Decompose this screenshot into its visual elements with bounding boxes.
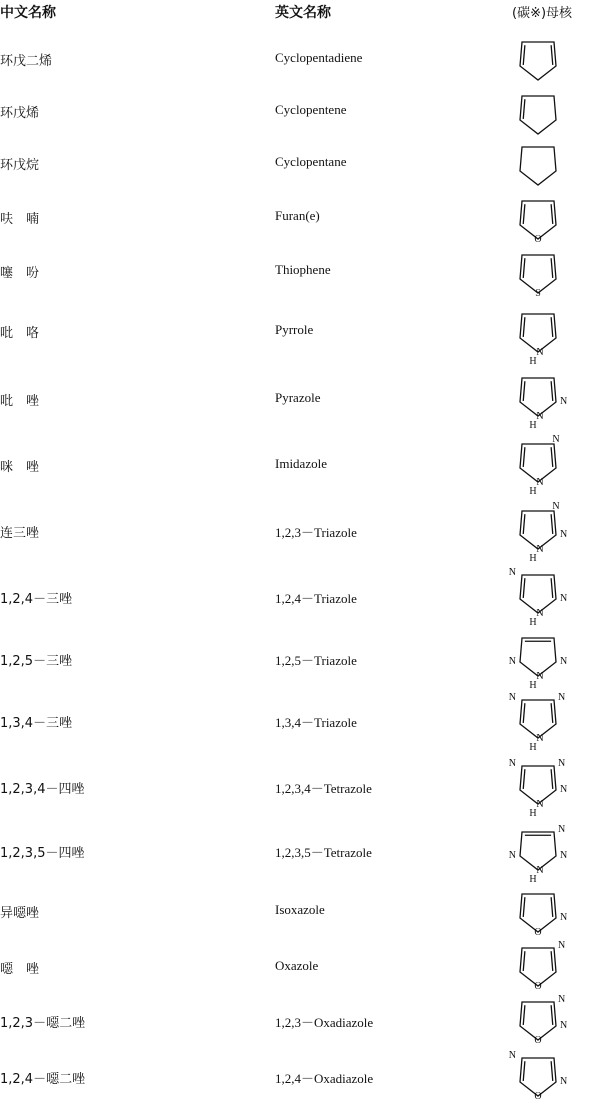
chinese-name: 咪 唑 [0, 460, 40, 475]
atom-label: N [560, 850, 568, 861]
triazole-134-structure [508, 692, 566, 753]
tetrazole-1235-structure [508, 824, 568, 885]
atom-label: N [536, 671, 544, 682]
parent-core-structure [508, 567, 568, 628]
tetrazole-1234-structure [508, 758, 568, 819]
atom-label: N [560, 593, 568, 604]
atom-label: N [560, 396, 568, 407]
parent-core-structure [510, 501, 568, 564]
atom-label: N [558, 758, 566, 769]
atom-label: H [529, 680, 537, 691]
english-name: 1,2,3－Oxadiazole [275, 1015, 374, 1030]
atom-label: N [508, 758, 516, 769]
chinese-name: 1,3,4－三唑 [0, 716, 73, 731]
chinese-name: 1,2,4－三唑 [0, 592, 73, 607]
parent-core-structure [508, 758, 568, 819]
parent-core-structure [510, 996, 566, 1052]
parent-core-structure [510, 141, 566, 197]
furan-structure [510, 195, 566, 251]
english-name: Pyrrole [275, 322, 314, 337]
atom-label: N [560, 1076, 568, 1087]
atom-label: N [536, 733, 544, 744]
atom-label: N [536, 411, 544, 422]
parent-core-structure [510, 308, 566, 367]
atom-label: N [560, 784, 568, 795]
english-name: Isoxazole [275, 902, 325, 917]
parent-core-structure [510, 249, 566, 305]
chinese-name: 1,2,3－噁二唑 [0, 1016, 86, 1031]
english-name: Thiophene [275, 262, 331, 277]
triazole-124-structure [508, 567, 568, 628]
chinese-name: 环戊烯 [0, 106, 40, 121]
atom-label: N [536, 347, 544, 358]
atom-label: N [508, 692, 516, 703]
oxadiazole-123-structure [510, 996, 566, 1052]
parent-core-structure [510, 195, 566, 251]
atom-label: H [529, 356, 537, 367]
header-english-name: 英文名称 [275, 5, 331, 21]
triazole-123-structure [510, 501, 568, 564]
english-name: 1,2,3－Triazole [275, 525, 357, 540]
triazole-125-structure [508, 632, 568, 691]
english-name: 1,2,3,5－Tetrazole [275, 845, 372, 860]
parent-core-structure [510, 888, 566, 944]
parent-core-structure [510, 434, 566, 497]
english-name: 1,3,4－Triazole [275, 715, 357, 730]
chinese-name: 1,2,4－噁二唑 [0, 1072, 86, 1087]
atom-label: N [536, 608, 544, 619]
atom-label: H [529, 617, 537, 628]
atom-label: N [560, 1020, 568, 1031]
chinese-name: 吡 咯 [0, 326, 40, 341]
english-name: Cyclopentadiene [275, 50, 363, 65]
parent-core-structure [510, 372, 568, 431]
atom-label: N [536, 544, 544, 555]
pyrazole-structure [510, 372, 568, 431]
atom-label: N [552, 434, 560, 445]
english-name: Pyrazole [275, 390, 321, 405]
cyclopentane-structure [510, 141, 566, 197]
english-name: Furan(e) [275, 208, 320, 223]
chinese-name: 环戊烷 [0, 158, 40, 173]
atom-label: N [508, 850, 516, 861]
atom-label: O [534, 927, 542, 938]
chinese-name: 1,2,3,5－四唑 [0, 846, 85, 861]
atom-label: N [560, 529, 568, 540]
chinese-name: 呋 喃 [0, 212, 40, 227]
parent-core-structure [508, 824, 568, 885]
pyrrole-structure [510, 308, 566, 367]
chinese-name: 噁 唑 [0, 962, 40, 977]
atom-label: N [508, 1050, 516, 1061]
atom-label: O [534, 1035, 542, 1046]
atom-label: N [560, 656, 568, 667]
parent-core-structure [508, 632, 568, 691]
chinese-name: 异噁唑 [0, 906, 40, 921]
atom-label: H [529, 874, 537, 885]
atom-label: N [558, 824, 566, 835]
chinese-name: 环戊二烯 [0, 54, 53, 69]
atom-label: N [558, 940, 566, 951]
atom-label: O [534, 981, 542, 992]
chinese-name: 连三唑 [0, 526, 40, 541]
english-name: Oxazole [275, 958, 319, 973]
atom-label: N [536, 865, 544, 876]
cyclopentene-structure [510, 90, 566, 146]
chinese-name: 吡 唑 [0, 394, 40, 409]
atom-label: N [536, 477, 544, 488]
chinese-name: 1,2,5－三唑 [0, 654, 73, 669]
atom-label: O [534, 234, 542, 245]
atom-label: N [558, 692, 566, 703]
atom-label: H [529, 808, 537, 819]
english-name: 1,2,5－Triazole [275, 653, 357, 668]
english-name: 1,2,4－Triazole [275, 591, 357, 606]
chinese-name: 噻 吩 [0, 266, 40, 281]
atom-label: H [529, 553, 537, 564]
atom-label: O [534, 1091, 542, 1102]
atom-label: N [558, 994, 566, 1005]
english-name: 1,2,3,4－Tetrazole [275, 781, 372, 796]
atom-label: H [529, 742, 537, 753]
english-name: Cyclopentene [275, 102, 347, 117]
imidazole-structure [510, 434, 566, 497]
english-name: Cyclopentane [275, 154, 347, 169]
atom-label: N [560, 912, 568, 923]
atom-label: H [529, 420, 537, 431]
header-chinese-name: 中文名称 [0, 5, 56, 21]
english-name: 1,2,4－Oxadiazole [275, 1071, 374, 1086]
atom-label: H [529, 486, 537, 497]
isoxazole-structure [510, 888, 566, 944]
oxazole-structure [510, 942, 566, 998]
atom-label: N [508, 567, 516, 578]
parent-core-structure [510, 942, 566, 998]
chinese-name: 1,2,3,4－四唑 [0, 782, 85, 797]
atom-label: N [536, 799, 544, 810]
parent-core-structure [508, 692, 566, 753]
header-parent-core: (碳※)母核 [512, 6, 573, 21]
english-name: Imidazole [275, 456, 327, 471]
atom-label: S [535, 288, 541, 299]
thiophene-structure [510, 249, 566, 305]
atom-label: N [552, 501, 560, 512]
atom-label: N [508, 656, 516, 667]
parent-core-structure [510, 90, 566, 146]
